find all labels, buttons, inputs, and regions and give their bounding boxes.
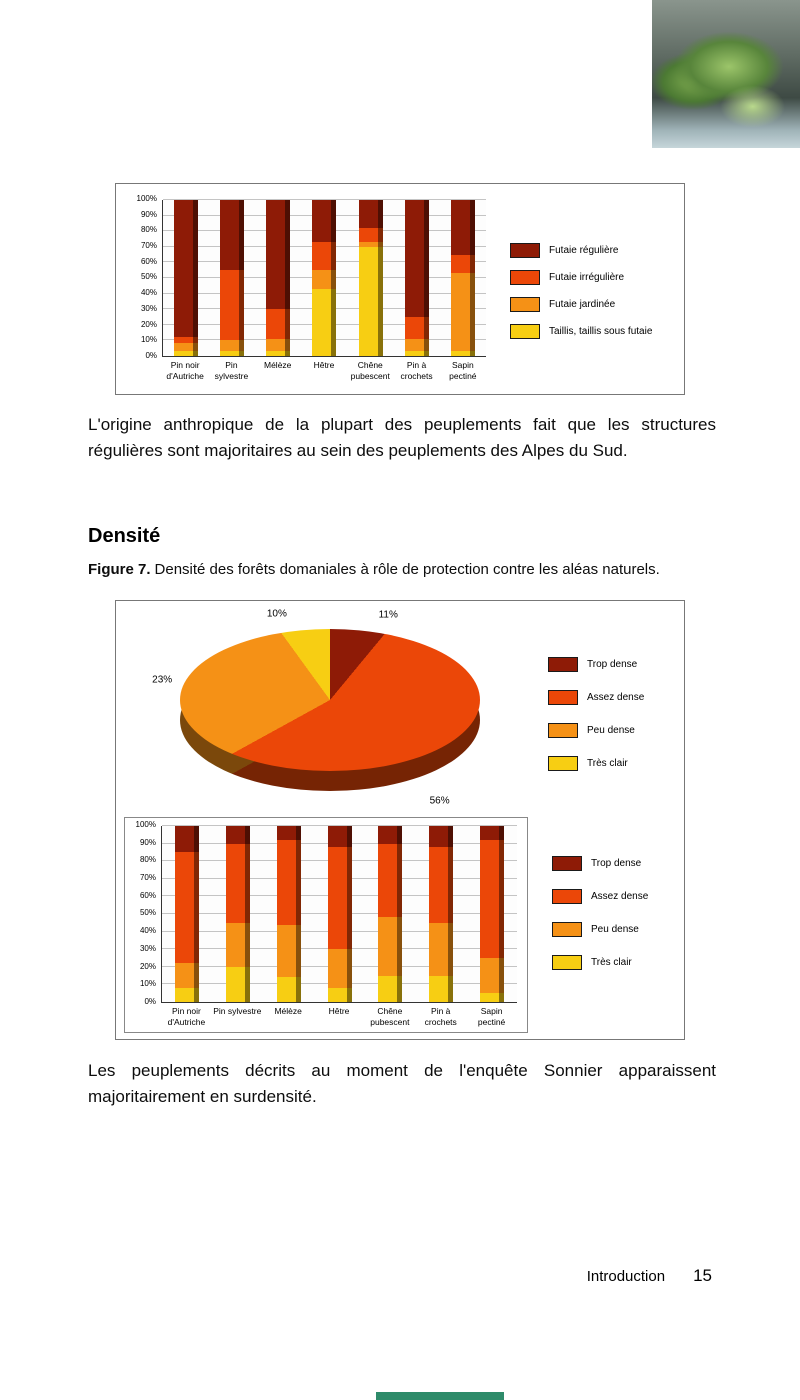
stacked-bar [226, 826, 250, 1002]
legend-item [548, 690, 644, 705]
bar-segment [226, 844, 250, 923]
category-label: Mélèze [274, 1005, 302, 1016]
page-footer [587, 1266, 712, 1286]
axis-tick-label: 50% [139, 908, 156, 918]
category-label: Mélèze [264, 359, 292, 370]
bar-segment [174, 351, 198, 356]
structure-chart-frame [115, 183, 685, 395]
legend-label: Futaie irrégulière [549, 272, 625, 283]
axis-tick-label: 40% [140, 288, 157, 298]
bar-slot [213, 826, 264, 1002]
y-axis [126, 194, 162, 360]
pie-percentage-label: 10% [266, 608, 287, 620]
stacked-bar [451, 200, 475, 356]
stacked-bar [429, 826, 453, 1002]
bar-segment [378, 844, 402, 918]
category-label: Sapin pectiné [477, 1005, 506, 1027]
bar-segment [226, 923, 250, 967]
legend-item [510, 270, 652, 285]
axis-tick-label: 10% [139, 979, 156, 989]
legend-item [548, 657, 644, 672]
bar-segment [451, 351, 475, 356]
bar-segment [174, 200, 198, 337]
bar-segment [220, 351, 244, 356]
stacked-bar [405, 200, 429, 356]
axis-tick-label: 80% [140, 225, 157, 235]
bar-segment [429, 826, 453, 847]
bar-segment [312, 242, 336, 270]
bar-segment [359, 247, 383, 356]
bar-slot [348, 200, 394, 356]
pie-percentage-label: 11% [378, 609, 398, 621]
category-label: Pin à crochets [424, 1005, 457, 1027]
bar-slot [466, 826, 517, 1002]
category-label: Pin sylvestre [213, 1005, 262, 1016]
bar-segment [312, 270, 336, 289]
legend-color-swatch [552, 955, 582, 970]
axis-tick-label: 90% [140, 209, 157, 219]
bar-segment [451, 200, 475, 255]
stacked-bar [378, 826, 402, 1002]
bar-slot [301, 200, 347, 356]
legend-color-swatch [548, 690, 578, 705]
bar-slot [314, 826, 365, 1002]
bar-slot [209, 200, 255, 356]
stacked-bar [174, 200, 198, 356]
bar-slot [416, 826, 467, 1002]
figure-caption-label: Figure 7. [88, 561, 151, 578]
density-pie-chart [132, 607, 528, 813]
bar-segment [266, 351, 290, 356]
bar-segment [480, 958, 504, 993]
bar-segment [312, 200, 336, 242]
section-heading-densite: Densité [88, 525, 161, 547]
bar-segment [378, 976, 402, 1002]
legend-label: Trop dense [591, 858, 642, 869]
axis-tick-label: 100% [135, 820, 156, 829]
density-figure-frame [115, 600, 685, 1040]
y-axis [125, 820, 161, 1006]
legend-item [510, 297, 652, 312]
legend-item [548, 756, 644, 771]
density-bar-row [124, 817, 676, 1033]
legend-item [510, 324, 652, 339]
legend-item [510, 243, 652, 258]
axis-tick-label: 70% [139, 873, 156, 883]
plot-area [161, 826, 517, 1003]
axis-tick-label: 30% [140, 303, 157, 313]
axis-tick-label: 0% [144, 996, 156, 1006]
bar-segment [429, 923, 453, 976]
bar-segment [174, 343, 198, 351]
legend-label: Futaie jardinée [549, 299, 616, 310]
pie-percentage-label: 23% [152, 674, 173, 686]
axis-tick-label: 40% [139, 926, 156, 936]
bar-segment [312, 289, 336, 356]
category-label: Chêne pubescent [350, 359, 390, 381]
bar-segment [378, 917, 402, 975]
legend-label: Assez dense [587, 692, 645, 703]
bars-row [163, 200, 486, 356]
bar-slot [365, 826, 416, 1002]
bar-segment [359, 200, 383, 228]
legend-label: Taillis, taillis sous futaie [549, 326, 653, 337]
axis-tick-label: 20% [139, 961, 156, 971]
bar-segment [220, 200, 244, 270]
stacked-bar [312, 200, 336, 356]
bar-segment [328, 949, 352, 988]
bar-segment [226, 967, 250, 1002]
legend-item [552, 922, 648, 937]
footer-page-number: 15 [693, 1266, 712, 1285]
bars-row [162, 826, 517, 1002]
bar-segment [359, 228, 383, 242]
bar-segment [405, 351, 429, 356]
legend-color-swatch [548, 723, 578, 738]
legend-label: Futaie régulière [549, 245, 619, 256]
legend-item [552, 856, 648, 871]
plot-area [162, 200, 486, 357]
bar-slot [263, 826, 314, 1002]
density-pie-legend [548, 648, 644, 780]
bar-segment [266, 309, 290, 339]
structure-chart-legend [510, 237, 652, 345]
paragraph-origine-anthropique: L'origine anthropique de la plupart des peuplements fait que les structures régulières sont majoritaires au sein des peuplements des Alpes du Sud. [88, 415, 716, 460]
legend-label: Peu dense [591, 924, 639, 935]
bar-slot [440, 200, 486, 356]
bar-segment [277, 826, 301, 840]
legend-color-swatch [510, 270, 540, 285]
axis-tick-label: 60% [140, 256, 157, 266]
bar-segment [220, 270, 244, 340]
stacked-bar [480, 826, 504, 1002]
bottom-page-marker [376, 1392, 504, 1400]
bar-slot [394, 200, 440, 356]
bar-segment [266, 339, 290, 351]
figure-caption [88, 561, 698, 578]
x-axis-labels [161, 1006, 517, 1028]
legend-color-swatch [510, 297, 540, 312]
category-label: Hêtre [313, 359, 335, 370]
paragraph-surdensite: Les peuplements décrits au moment de l'enquête Sonnier apparaissent majoritairement en surdensité. [88, 1061, 716, 1106]
bar-segment [266, 200, 290, 309]
axis-tick-label: 90% [139, 837, 156, 847]
bar-segment [226, 826, 250, 844]
legend-label: Très clair [587, 758, 628, 769]
density-bar-legend [552, 847, 648, 979]
legend-label: Trop dense [587, 659, 638, 670]
bar-segment [405, 339, 429, 351]
category-label: Pin à crochets [400, 359, 433, 381]
bar-segment [429, 976, 453, 1002]
legend-color-swatch [510, 243, 540, 258]
bar-segment [220, 340, 244, 351]
legend-item [552, 889, 648, 904]
axis-tick-label: 50% [140, 272, 157, 282]
bar-segment [328, 826, 352, 847]
bar-segment [480, 826, 504, 840]
bar-segment [480, 993, 504, 1002]
x-axis-labels [162, 360, 486, 382]
axis-tick-label: 20% [140, 319, 157, 329]
bar-segment [429, 847, 453, 923]
legend-label: Assez dense [591, 891, 649, 902]
legend-color-swatch [552, 889, 582, 904]
bar-segment [378, 826, 402, 844]
axis-tick-label: 10% [140, 335, 157, 345]
pie-percentage-label: 56% [429, 795, 450, 807]
bar-segment [405, 317, 429, 339]
bar-segment [451, 273, 475, 351]
bar-segment [277, 977, 301, 1002]
category-label: Sapin pectiné [449, 359, 477, 381]
bar-slot [163, 200, 209, 356]
legend-color-swatch [552, 922, 582, 937]
structure-bar-chart [126, 194, 486, 382]
legend-item [548, 723, 644, 738]
axis-tick-label: 0% [145, 350, 157, 360]
bar-segment [175, 826, 199, 852]
category-label: Pin sylvestre [214, 359, 249, 381]
stacked-bar [328, 826, 352, 1002]
bar-segment [480, 840, 504, 958]
footer-section-title: Introduction [586, 1268, 666, 1285]
legend-color-swatch [548, 657, 578, 672]
axis-tick-label: 100% [136, 194, 157, 203]
bar-segment [328, 988, 352, 1002]
legend-color-swatch [552, 856, 582, 871]
bar-segment [175, 852, 199, 963]
legend-label: Peu dense [587, 725, 635, 736]
bar-segment [175, 963, 199, 988]
stacked-bar [359, 200, 383, 356]
pie-slices [180, 629, 480, 771]
category-label: Hêtre [328, 1005, 350, 1016]
axis-tick-label: 70% [140, 241, 157, 251]
density-bar-chart [124, 817, 528, 1033]
header-photo [652, 0, 800, 148]
stacked-bar [175, 826, 199, 1002]
axis-tick-label: 80% [139, 855, 156, 865]
legend-label: Très clair [591, 957, 632, 968]
bar-segment [451, 255, 475, 274]
category-label: Pin noir d'Autriche [167, 1005, 206, 1027]
bar-segment [277, 840, 301, 924]
legend-item [552, 955, 648, 970]
density-pie-row [124, 607, 676, 813]
bar-segment [175, 988, 199, 1002]
figure-caption-text: Densité des forêts domaniales à rôle de protection contre les aléas naturels. [154, 561, 660, 578]
stacked-bar [277, 826, 301, 1002]
stacked-bar [266, 200, 290, 356]
bar-segment [405, 200, 429, 317]
bar-slot [162, 826, 213, 1002]
legend-color-swatch [548, 756, 578, 771]
bar-segment [328, 847, 352, 949]
bar-segment [277, 925, 301, 978]
axis-tick-label: 30% [139, 943, 156, 953]
legend-color-swatch [510, 324, 540, 339]
category-label: Chêne pubescent [370, 1005, 410, 1027]
bar-slot [255, 200, 301, 356]
stacked-bar [220, 200, 244, 356]
axis-tick-label: 60% [139, 890, 156, 900]
category-label: Pin noir d'Autriche [166, 359, 204, 381]
